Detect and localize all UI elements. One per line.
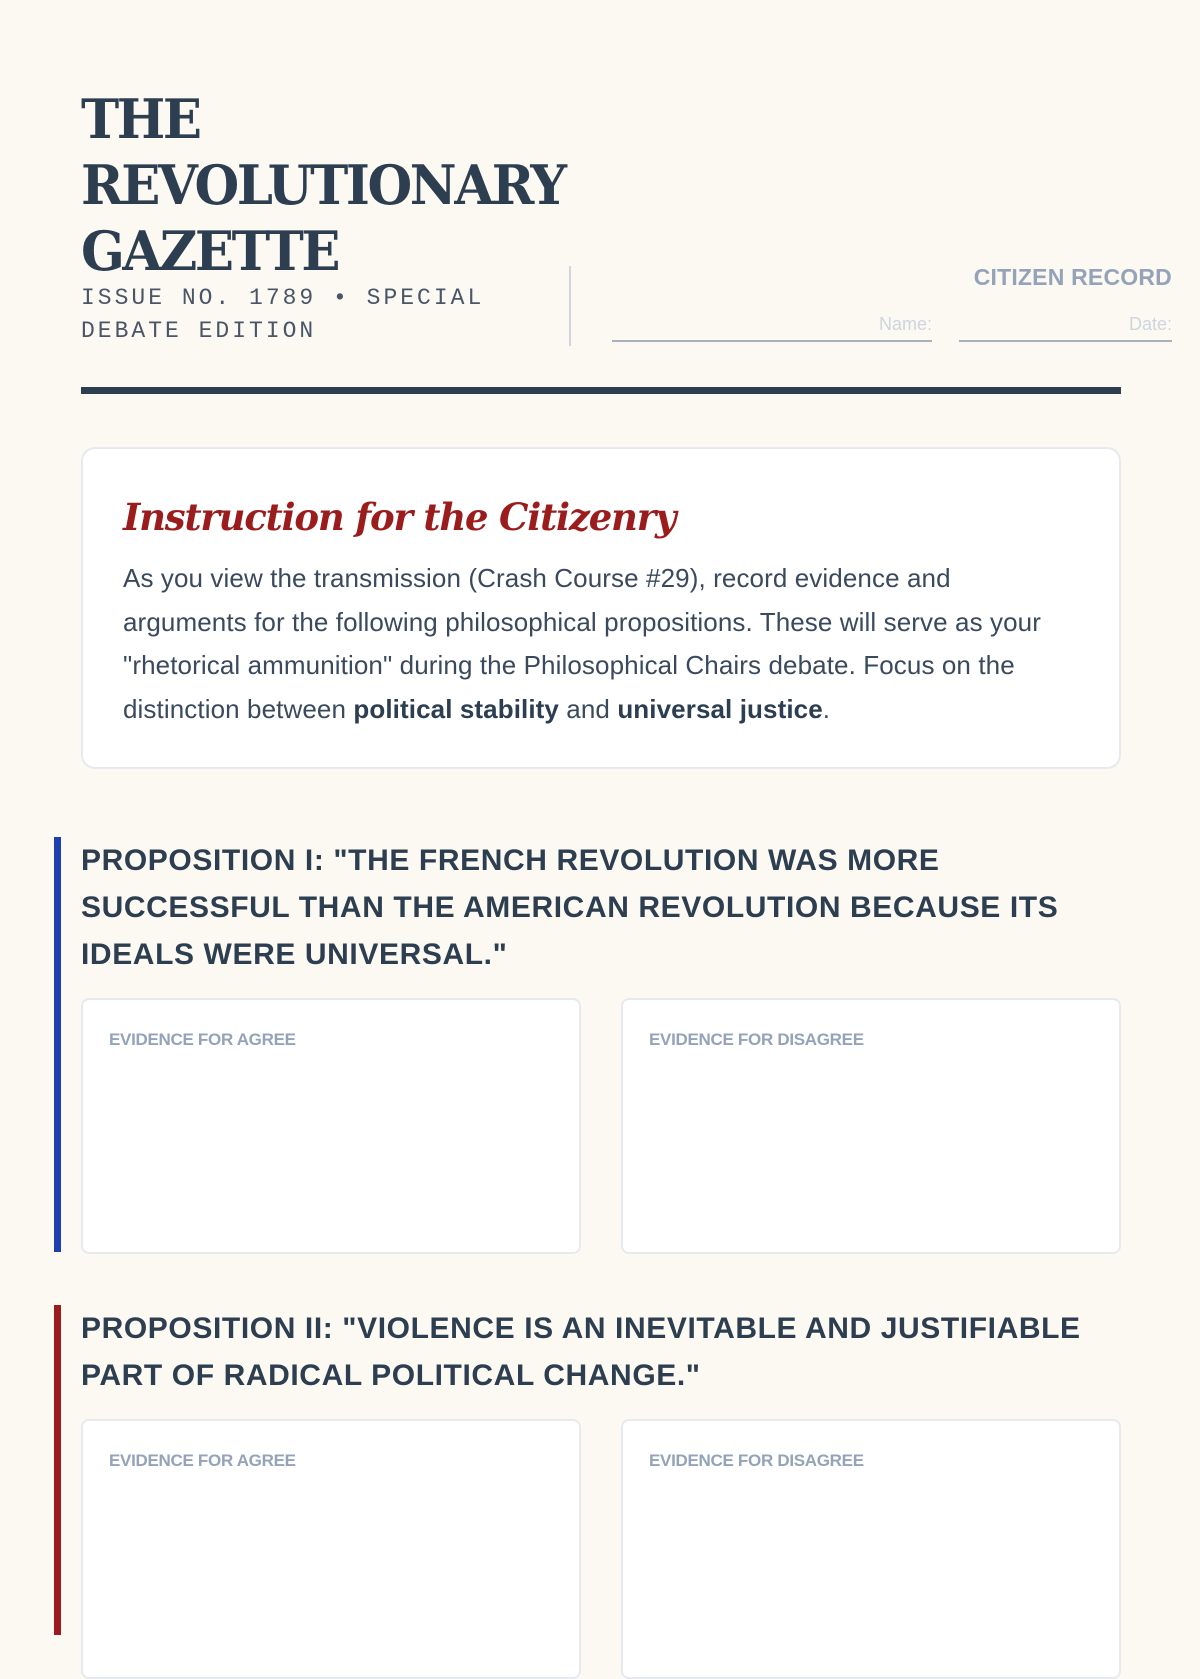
disagree-label: EVIDENCE FOR DISAGREE	[649, 1451, 864, 1470]
proposition-1-evidence-row	[81, 998, 1121, 1254]
name-field-label: Name:	[878, 314, 932, 334]
masthead	[81, 86, 1172, 348]
instruction-text-end: .	[822, 693, 831, 724]
date-field[interactable]	[959, 306, 1172, 342]
emphasis-universal-justice: universal justice	[617, 693, 823, 724]
gazette-title: THE REVOLUTIONARY GAZETTE	[81, 87, 565, 283]
date-field-label: Date:	[1128, 314, 1172, 334]
instruction-text-connector: and	[558, 693, 618, 724]
proposition-2-agree-box[interactable]	[81, 1419, 581, 1679]
proposition-1	[54, 837, 1121, 1252]
proposition-2-heading: PROPOSITION II: "VIOLENCE IS AN INEVITABLE AND JUSTIFIABLE PART OF RADICAL POLITICAL CHANGE."	[81, 1312, 1081, 1392]
emphasis-political-stability: political stability	[353, 693, 559, 724]
name-field[interactable]	[612, 306, 932, 342]
masthead-rule	[81, 387, 1121, 394]
issue-subtitle: ISSUE NO. 1789 • SPECIAL DEBATE EDITION	[81, 285, 485, 344]
disagree-label: EVIDENCE FOR DISAGREE	[649, 1030, 864, 1049]
agree-label: EVIDENCE FOR AGREE	[109, 1451, 296, 1470]
instruction-box	[81, 447, 1121, 769]
masthead-divider	[569, 266, 571, 346]
proposition-2-disagree-box[interactable]	[621, 1419, 1121, 1679]
instruction-text-lead: As you view the transmission (Crash Course #29), record evidence and arguments for the following philosophical propositions. These will serve as your "rhetorical ammunition" during the Philosophical Chairs debate. Focus on the distinction between	[123, 563, 1041, 724]
proposition-2	[54, 1305, 1121, 1635]
proposition-1-heading: PROPOSITION I: "THE FRENCH REVOLUTION WAS MORE SUCCESSFUL THAN THE AMERICAN REVOLUTION BECAUSE ITS IDEALS WERE UNIVERSAL."	[81, 844, 1059, 971]
proposition-2-evidence-row	[81, 1419, 1121, 1679]
proposition-1-agree-box[interactable]	[81, 998, 581, 1254]
instruction-title: Instruction for the Citizenry	[123, 495, 676, 539]
instruction-body	[123, 557, 1079, 731]
proposition-1-disagree-box[interactable]	[621, 998, 1121, 1254]
citizen-record	[612, 264, 1172, 348]
citizen-record-title: CITIZEN RECORD	[973, 264, 1172, 290]
agree-label: EVIDENCE FOR AGREE	[109, 1030, 296, 1049]
